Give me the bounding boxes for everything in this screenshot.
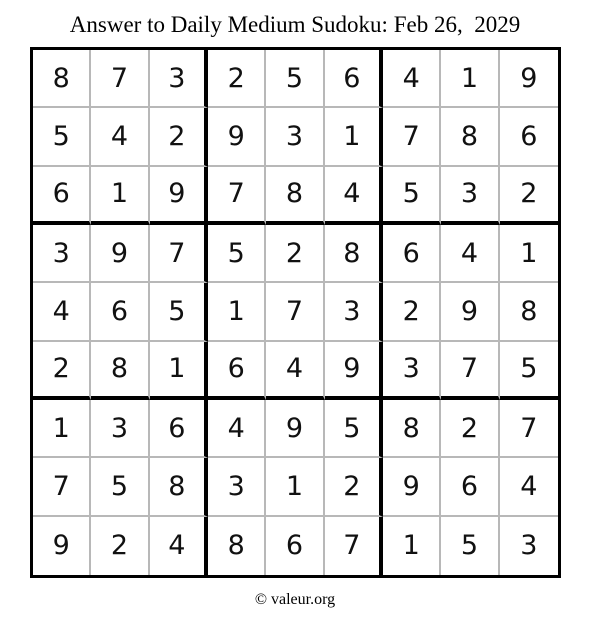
sudoku-cell[interactable]: 3 [91,400,149,458]
sudoku-cell[interactable]: 6 [500,108,558,166]
sudoku-cell[interactable]: 3 [266,108,324,166]
sudoku-cell[interactable]: 2 [441,400,499,458]
sudoku-cell[interactable]: 2 [266,225,324,283]
sudoku-cell[interactable]: 9 [325,342,383,400]
sudoku-cell[interactable]: 9 [33,517,91,575]
sudoku-cell[interactable]: 4 [150,517,208,575]
sudoku-cell[interactable]: 7 [441,342,499,400]
sudoku-cell[interactable]: 8 [383,400,441,458]
sudoku-cell[interactable]: 6 [441,458,499,516]
sudoku-cell[interactable]: 3 [520,530,538,562]
sudoku-cell[interactable]: 1 [441,50,499,108]
sudoku-cell[interactable]: 8 [150,458,208,516]
sudoku-cell[interactable]: 8 [500,283,558,341]
sudoku-cell[interactable]: 5 [266,50,324,108]
sudoku-cell[interactable]: 5 [325,400,383,458]
sudoku-cell[interactable]: 3 [325,283,383,341]
sudoku-cell[interactable]: 3 [150,50,208,108]
sudoku-cell[interactable]: 4 [208,400,266,458]
sudoku-board [30,47,561,578]
sudoku-cell[interactable]: 5 [441,517,499,575]
sudoku-cell[interactable]: 9 [91,225,149,283]
sudoku-cell[interactable]: 9 [208,108,266,166]
sudoku-cell[interactable]: 7 [150,225,208,283]
sudoku-cell[interactable]: 6 [266,517,324,575]
sudoku-cell[interactable]: 7 [383,108,441,166]
sudoku-cell[interactable]: 2 [33,342,91,400]
sudoku-cell[interactable]: 6 [383,225,441,283]
sudoku-cell[interactable]: 8 [91,342,149,400]
sudoku-cell[interactable]: 9 [383,458,441,516]
sudoku-cell[interactable]: 2 [150,108,208,166]
sudoku-cell[interactable]: 9 [500,50,558,108]
sudoku-cell[interactable]: 6 [208,342,266,400]
sudoku-cell[interactable]: 5 [383,167,441,225]
sudoku-cell[interactable]: 3 [208,458,266,516]
sudoku-cell[interactable]: 9 [266,400,324,458]
sudoku-cell[interactable]: 5 [208,225,266,283]
sudoku-cell[interactable]: 2 [208,50,266,108]
sudoku-cell[interactable]: 1 [208,283,266,341]
sudoku-cell[interactable]: 8 [208,517,266,575]
sudoku-cell[interactable]: 8 [441,108,499,166]
sudoku-cell[interactable]: 5 [150,283,208,341]
sudoku-cell[interactable]: 1 [150,342,208,400]
sudoku-cell[interactable]: 2 [500,167,558,225]
copyright-footer: © valeur.org [254,591,336,608]
page-title: Answer to Daily Medium Sudoku: Feb 26, 2029 [69,12,521,37]
sudoku-cell[interactable]: 7 [208,167,266,225]
sudoku-cell[interactable]: 2 [325,458,383,516]
sudoku-cell[interactable]: 4 [266,342,324,400]
sudoku-cell[interactable]: 4 [325,167,383,225]
sudoku-cell[interactable]: 1 [91,167,149,225]
sudoku-cell[interactable]: 6 [325,50,383,108]
sudoku-cell[interactable]: 8 [325,225,383,283]
sudoku-cell[interactable]: 8 [266,167,324,225]
sudoku-cell[interactable]: 5 [91,458,149,516]
sudoku-cell[interactable]: 4 [441,225,499,283]
sudoku-cell[interactable]: 9 [441,283,499,341]
sudoku-cell[interactable]: 9 [150,167,208,225]
sudoku-cell[interactable]: 2 [91,517,149,575]
sudoku-cell[interactable]: 6 [150,400,208,458]
sudoku-cell[interactable]: 6 [91,283,149,341]
sudoku-cell[interactable]: 7 [33,458,91,516]
sudoku-cell[interactable]: 5 [500,342,558,400]
sudoku-cell[interactable]: 1 [500,225,558,283]
sudoku-cell[interactable]: 1 [266,458,324,516]
sudoku-cell[interactable]: 4 [33,283,91,341]
sudoku-cell[interactable]: 3 [441,167,499,225]
sudoku-cell[interactable]: 8 [33,50,91,108]
sudoku-cell[interactable]: 7 [500,400,558,458]
sudoku-cell[interactable]: 2 [383,283,441,341]
sudoku-cell[interactable]: 1 [33,400,91,458]
sudoku-cell[interactable]: 7 [325,517,383,575]
sudoku-cell[interactable]: 6 [33,167,91,225]
sudoku-cell[interactable]: 4 [500,458,558,516]
sudoku-cell[interactable]: 4 [91,108,149,166]
sudoku-cell[interactable]: 5 [33,108,91,166]
sudoku-cell[interactable]: 3 [33,225,91,283]
sudoku-cell[interactable]: 1 [325,108,383,166]
sudoku-cell[interactable]: 3 [383,342,441,400]
sudoku-cell[interactable]: 4 [383,50,441,108]
sudoku-cell[interactable]: 7 [91,50,149,108]
sudoku-cell[interactable]: 7 [266,283,324,341]
sudoku-cell[interactable]: 1 [383,517,441,575]
